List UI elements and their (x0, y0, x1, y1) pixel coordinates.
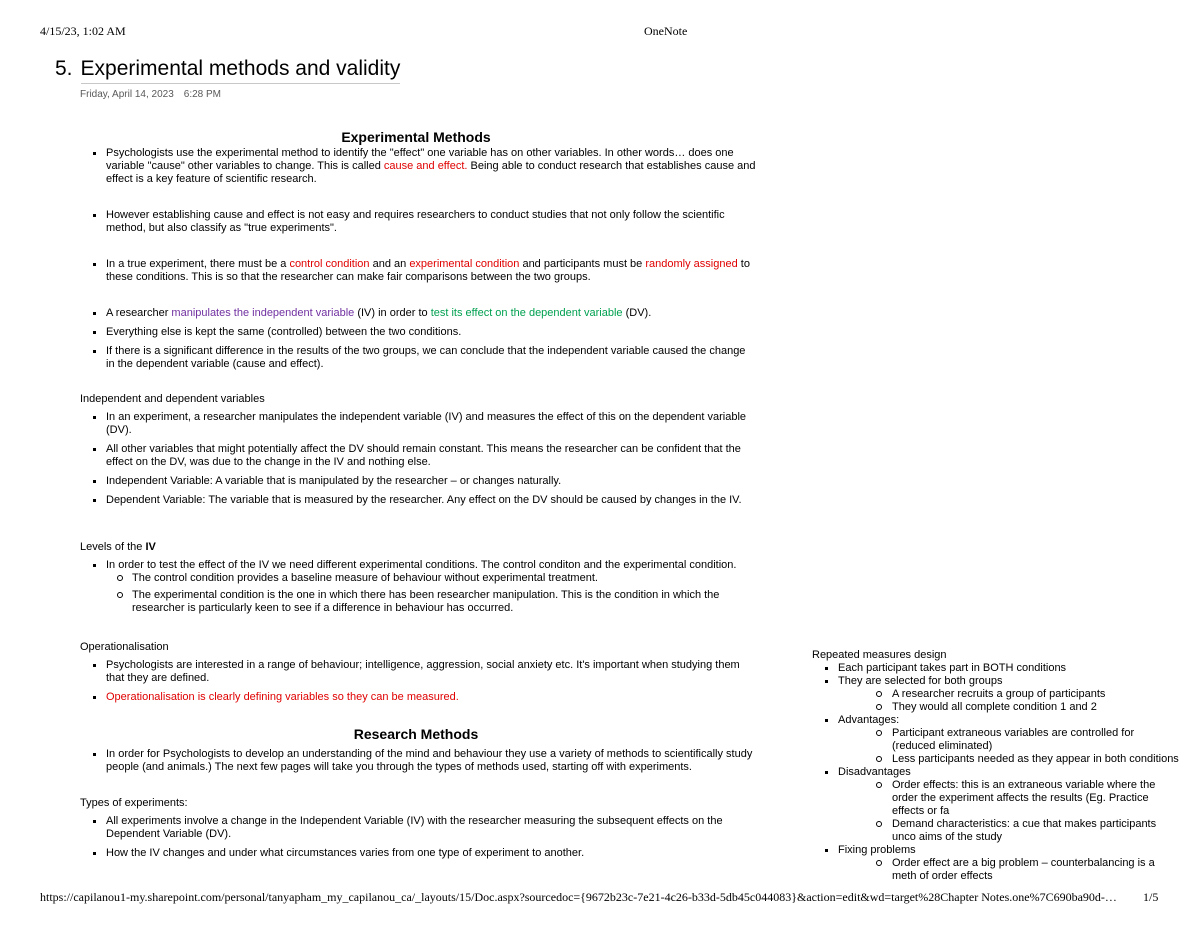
subheading-repeated-measures: Repeated measures design (812, 649, 947, 661)
sublist (838, 688, 1160, 714)
highlight-randomly-assigned: randomly assigned (645, 258, 738, 270)
subheading-operationalisation: Operationalisation (80, 641, 169, 653)
operationalisation-list (80, 659, 756, 710)
list-item: However establishing cause and effect is not easy and requires researchers to conduct studies that not only follow the scientific method, but also classify as "true experiments". (80, 209, 756, 235)
highlight-test-effect-dv: test its effect on the dependent variable (430, 307, 623, 319)
list-item: A researcher manipulates the independent variable (IV) in order to test its effect on the dependent variable (DV). (80, 307, 756, 320)
ind-dep-list (80, 411, 756, 513)
sublist-item: The control condition provides a baseline measure of behaviour without experimental treatment. (106, 572, 756, 585)
sublist-item: Order effects: this is an extraneous variable where the order the experiment affects the results (Eg. Practice effects or fa (838, 779, 1160, 818)
sublist-item: Less participants needed as they appear in both conditions (838, 753, 1160, 766)
print-datetime: 4/15/23, 1:02 AM (40, 24, 126, 38)
subheading-independent-dependent: Independent and dependent variables (80, 393, 265, 405)
print-page-number: 1/5 (1143, 890, 1159, 904)
list-item: They are selected for both groups A researcher recruits a group of participants They would all complete condition 1 and 2 (812, 675, 1160, 714)
subheading-types-of-experiments: Types of experiments: (80, 797, 188, 809)
list-item: Psychologists are interested in a range of behaviour; intelligence, aggression, social anxiety etc. It's important when studying them that they are defined. (80, 659, 756, 685)
list-item: If there is a significant difference in the results of the two groups, we can conclude that the independent variable caused the change in the dependent variable (cause and effect). (80, 345, 756, 371)
list-item: Dependent Variable: The variable that is measured by the researcher. Any effect on the DV should be caused by changes in the IV. (80, 494, 756, 507)
experimental-methods-list-2 (80, 209, 756, 241)
list-item: In order to test the effect of the IV we need different experimental conditions. The control conditon and the experimental condition. The control condition provides a baseline measure of behaviour without experimental treatment. The experimental condition is the one in which there has been researcher manipulation. This is the condition in which the researcher is particularly keen to see if a difference in behaviour has occurred. (80, 559, 756, 615)
subheading-levels-iv: Levels of the IV (80, 541, 156, 553)
sublist-item: Participant extraneous variables are controlled for (reduced eliminated) (838, 727, 1160, 753)
list-item: Advantages: Participant extraneous variables are controlled for (reduced eliminated) Less participants needed as they appear in both conditions (812, 714, 1160, 766)
page-time: 6:28 PM (183, 89, 222, 100)
highlight-control-condition: control condition (289, 258, 370, 270)
repeated-measures-note[interactable] (812, 649, 1179, 882)
levels-list (80, 559, 756, 619)
sublist-item: Order effect are a big problem – counterbalancing is a meth of order effects (838, 857, 1160, 883)
types-list (80, 815, 756, 866)
page-title[interactable] (55, 57, 400, 84)
experimental-methods-list-4 (80, 307, 756, 377)
list-item: In an experiment, a researcher manipulates the independent variable (IV) and measures the effect of this on the dependent variable (DV). (80, 411, 756, 437)
sublist (838, 857, 1160, 883)
repeated-measures-list (812, 662, 1179, 883)
highlight-cause-effect: cause and effect. (383, 160, 468, 172)
list-item: How the IV changes and under what circumstances varies from one type of experiment to another. (80, 847, 756, 860)
sublist (838, 779, 1160, 844)
highlight-manipulates-iv: manipulates the independent variable (171, 307, 355, 319)
highlight-experimental-condition: experimental condition (409, 258, 520, 270)
print-app-name: OneNote (644, 24, 688, 38)
list-item: All experiments involve a change in the Independent Variable (IV) with the researcher measuring the subsequent effects on the Dependent Variable (DV). (80, 815, 756, 841)
page-timestamp (80, 89, 221, 100)
section-heading-experimental-methods: Experimental Methods (341, 129, 491, 145)
experimental-methods-list-1 (80, 147, 756, 192)
list-item: Disadvantages Order effects: this is an extraneous variable where the order the experiment affects the results (Eg. Practice effects or fa Demand characteristics: a cue that makes participants unco aims of the study (812, 766, 1160, 844)
research-methods-list (80, 748, 756, 780)
print-url: https://capilanou1-my.sharepoint.com/personal/tanyapham_my_capilanou_ca/_layouts/15/Doc.aspx?sourcedoc={9672b23c-7e21-4c26-b33d-5db45c044083}&action=edit&wd=target%28Chapter Notes.one%7C690ba90d-… (40, 890, 1117, 904)
list-item: All other variables that might potentially affect the DV should remain constant. This means the researcher can be confident that the effect on the DV, was due to the change in the IV and nothing else. (80, 443, 756, 469)
experimental-methods-list-3 (80, 258, 756, 290)
list-item: In order for Psychologists to develop an understanding of the mind and behaviour they use a variety of methods to scientifically study people (and animals.) The next few pages will take you through the types of methods used, starting off with experiments. (80, 748, 756, 774)
list-item: In a true experiment, there must be a control condition and an experimental condition and participants must be randomly assigned to these conditions. This is so that the researcher can make fair comparisons between the two groups. (80, 258, 756, 284)
list-item: Each participant takes part in BOTH conditions (812, 662, 1160, 675)
sublist-item: The experimental condition is the one in which there has been researcher manipulation. This is the condition in which the researcher is particularly keen to see if a difference in behaviour has occurred. (106, 589, 756, 615)
section-heading-research-methods: Research Methods (353, 726, 479, 742)
page-date: Friday, April 14, 2023 (80, 89, 174, 100)
sublist-item: Demand characteristics: a cue that makes participants unco aims of the study (838, 818, 1160, 844)
sublist (838, 727, 1179, 766)
sublist-item: A researcher recruits a group of participants (838, 688, 1160, 701)
list-item: Independent Variable: A variable that is manipulated by the researcher – or changes naturally. (80, 475, 756, 488)
sublist-item: They would all complete condition 1 and 2 (838, 701, 1160, 714)
page-title-text: Experimental methods and validity (81, 57, 401, 84)
list-item-definition: Operationalisation is clearly defining variables so they can be measured. (80, 691, 756, 704)
list-item: Psychologists use the experimental method to identify the "effect" one variable has on other variables. In other words… does one variable "cause" other variables to change. This is called cause and effect. Being able to conduct research that establishes cause and effect is a key feature of scientific research. (80, 147, 756, 186)
page-number: 5. (55, 57, 73, 80)
list-item: Everything else is kept the same (controlled) between the two conditions. (80, 326, 756, 339)
levels-sublist (106, 572, 756, 615)
list-item: Fixing problems Order effect are a big problem – counterbalancing is a meth of order effects (812, 844, 1160, 883)
